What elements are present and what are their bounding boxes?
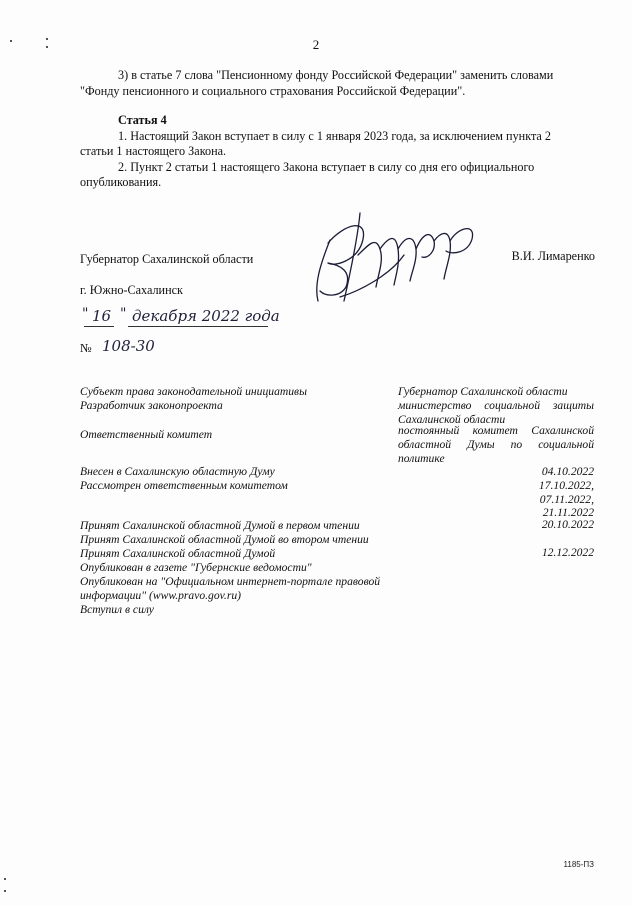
meta-date-committee: 17.10.2022, [538, 479, 594, 492]
paragraph-line: "Фонду пенсионного и социального страхования Российской Федерации". [80, 84, 466, 98]
meta-date-adopted: 12.12.2022 [541, 546, 594, 559]
meta-value-developer: Сахалинской области [398, 413, 506, 426]
scan-mark [10, 40, 12, 42]
meta-value-developer: министерство социальной защиты [398, 399, 594, 412]
meta-label: Опубликован на "Официальном интернет-портале правовой [80, 575, 381, 588]
meta-value-committee: политике [398, 452, 445, 465]
meta-label: Внесен в Сахалинскую областную Думу [80, 465, 275, 478]
meta-label: Разработчик законопроекта [80, 399, 223, 412]
date-quote-open: " [82, 306, 89, 322]
scan-mark [4, 890, 6, 892]
meta-label: Принят Сахалинской областной Думой в первом чтении [80, 519, 360, 532]
document-code: 1185-ПЗ [563, 860, 594, 869]
number-sign: № [80, 341, 92, 355]
number-value: 108-30 [102, 337, 155, 355]
date-quote-close: " [120, 306, 127, 322]
scan-mark [46, 38, 48, 40]
city: г. Южно-Сахалинск [80, 283, 183, 297]
meta-label: Субъект права законодательной инициативы [80, 385, 307, 398]
signatory-position: Губернатор Сахалинской области [80, 252, 254, 266]
signatory-name: В.И. Лимаренко [511, 249, 595, 263]
paragraph-line: 3) в статье 7 слова "Пенсионному фонду Российской Федерации" заменить словами [118, 68, 554, 82]
page-number: 2 [312, 37, 320, 52]
date-month-year: декабря 2022 года [132, 307, 280, 325]
meta-value-subject: Губернатор Сахалинской области [398, 385, 568, 398]
meta-date-first-reading: 20.10.2022 [541, 518, 594, 531]
meta-label: Вступил в силу [80, 603, 154, 616]
paragraph-line: 2. Пункт 2 статьи 1 настоящего Закона вступает в силу со дня его официального [118, 160, 535, 174]
meta-value-committee: постоянный комитет Сахалинской [398, 424, 594, 437]
meta-label: Принят Сахалинской областной Думой во втором чтении [80, 533, 369, 546]
meta-label: Ответственный комитет [80, 428, 213, 441]
meta-label: Принят Сахалинской областной Думой [80, 547, 276, 560]
date-day: 16 [92, 307, 112, 325]
meta-label: Опубликован в газете "Губернские ведомости" [80, 561, 312, 574]
date-underline [84, 326, 114, 327]
scan-mark [46, 46, 48, 48]
paragraph-line: 1. Настоящий Закон вступает в силу с 1 января 2023 года, за исключением пункта 2 [118, 129, 551, 143]
meta-label: информации" (www.pravo.gov.ru) [80, 589, 241, 602]
date-underline [128, 326, 268, 327]
article-heading: Статья 4 [118, 113, 167, 127]
meta-date-introduced: 04.10.2022 [541, 465, 594, 478]
paragraph-line: статьи 1 настоящего Закона. [80, 144, 227, 158]
signing-date [80, 306, 280, 328]
scan-mark [4, 878, 6, 880]
law-number [80, 336, 200, 358]
handwritten-signature [300, 205, 490, 310]
meta-value-committee: областной Думы по социальной [398, 438, 594, 451]
meta-label: Рассмотрен ответственным комитетом [80, 479, 288, 492]
meta-date-committee: 21.11.2022 [542, 506, 594, 519]
meta-date-committee: 07.11.2022, [539, 493, 594, 506]
paragraph-line: опубликования. [80, 175, 162, 189]
